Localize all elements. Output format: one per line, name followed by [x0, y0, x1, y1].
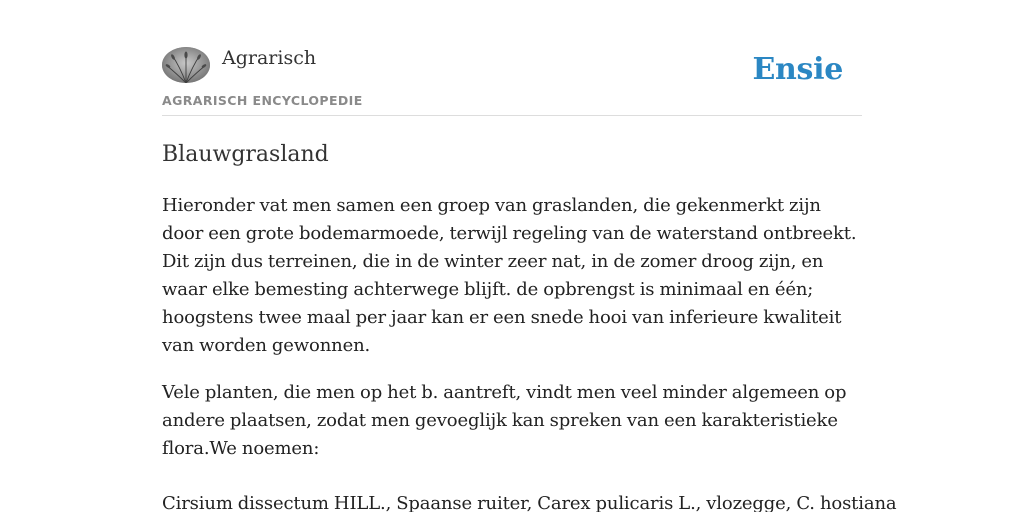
site-header	[162, 0, 862, 116]
brand-logo[interactable]: Ensie	[752, 52, 843, 87]
article-paragraph: Hieronder vat men samen een groep van graslanden, die gekenmerkt zijn door een grote bodemarmoede, terwijl regeling van de waterstand ontbreekt. Dit zijn dus terreinen, die in de winter zeer nat, in de zomer droog zijn, en waar elke bemesting achterwege blijft. de opbrengst is minimaal en één; hoogstens twee maal per jaar kan er een snede hooi van inferieure kwaliteit van worden gewonnen.	[162, 195, 857, 356]
site-name[interactable]: Agrarisch	[222, 47, 317, 69]
wheat-logo-icon[interactable]	[162, 47, 210, 83]
page	[162, 0, 897, 512]
page-title: Blauwgrasland	[162, 142, 329, 167]
article-paragraph: Vele planten, die men op het b. aantreft, vindt men veel minder algemeen op andere plaatsen, zodat men gevoeglijk kan spreken van een karakteristieke flora.We noemen:	[162, 382, 847, 459]
article-paragraph: Cirsium dissectum HILL., Spaanse ruiter, Carex pulicaris L., vlozegge, C. hostiana	[162, 493, 897, 512]
site-subtitle: AGRARISCH ENCYCLOPEDIE	[162, 93, 363, 108]
